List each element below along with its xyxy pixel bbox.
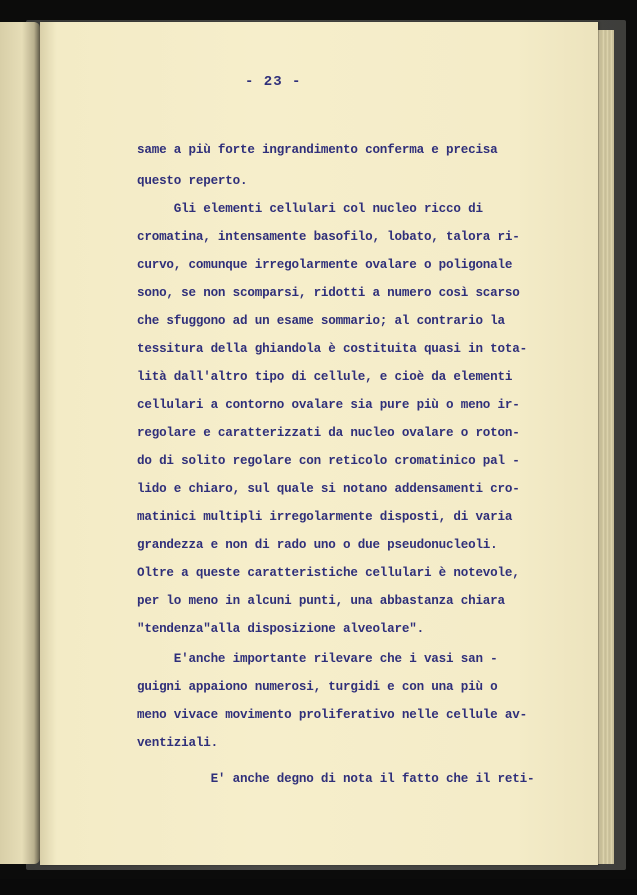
text-line: Gli elementi cellulari col nucleo ricco di	[137, 202, 483, 216]
facing-page-edge	[0, 22, 40, 864]
text-line: per lo meno in alcuni punti, una abbastanza chiara	[137, 594, 505, 608]
text-line: lità dall'altro tipo di cellule, e cioè da elementi	[137, 370, 513, 384]
text-line: grandezza e non di rado uno o due pseudonucleoli.	[137, 538, 498, 552]
text-line: sono, se non scomparsi, ridotti a numero così scarso	[137, 286, 520, 300]
text-line: curvo, comunque irregolarmente ovalare o poligonale	[137, 258, 513, 272]
text-line: meno vivace movimento proliferativo nelle cellule av-	[137, 708, 527, 722]
text-line: same a più forte ingrandimento conferma e precisa	[137, 143, 498, 157]
text-line: guigni appaiono numerosi, turgidi e con una più o	[137, 680, 498, 694]
text-line: tessitura della ghiandola è costituita quasi in tota-	[137, 342, 527, 356]
text-line: E'anche importante rilevare che i vasi san -	[137, 652, 498, 666]
page-number: - 23 -	[245, 74, 302, 90]
text-line: Oltre a queste caratteristiche cellulari è notevole,	[137, 566, 520, 580]
text-line: questo reperto.	[137, 174, 248, 188]
scan-bottom-strip	[0, 879, 637, 895]
text-line: do di solito regolare con reticolo cromatinico pal -	[137, 454, 520, 468]
text-line: matinici multipli irregolarmente disposti, di varia	[137, 510, 513, 524]
text-line: lido e chiaro, sul quale si notano addensamenti cro-	[137, 482, 520, 496]
text-line: "tendenza"alla disposizione alveolare".	[137, 622, 424, 636]
text-line: che sfuggono ad un esame sommario; al contrario la	[137, 314, 505, 328]
text-line: regolare e caratterizzati da nucleo ovalare o roton-	[137, 426, 520, 440]
text-line: E' anche degno di nota il fatto che il reti-	[137, 772, 535, 786]
text-line: cellulari a contorno ovalare sia pure più o meno ir-	[137, 398, 520, 412]
text-line: ventiziali.	[137, 736, 218, 750]
typewritten-page	[40, 22, 598, 865]
text-line: cromatina, intensamente basofilo, lobato, talora ri-	[137, 230, 520, 244]
